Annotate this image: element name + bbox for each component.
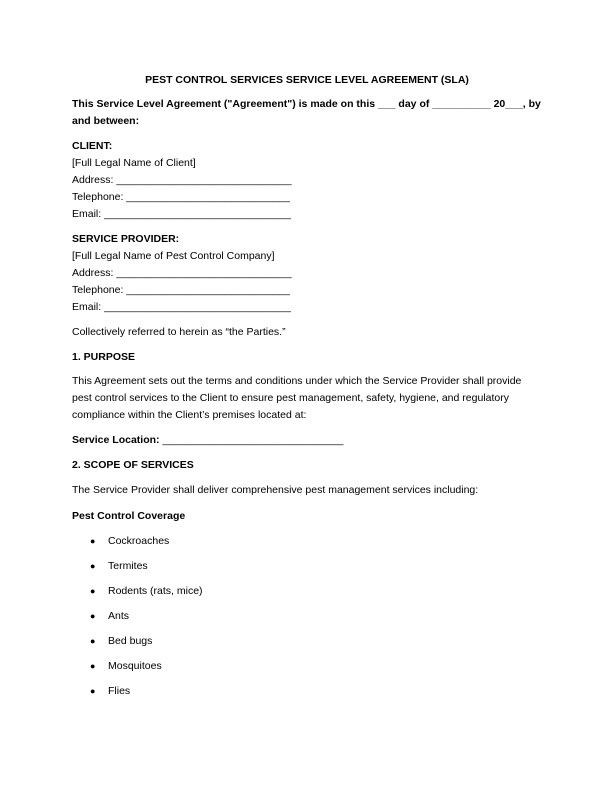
client-email: Email: ________________________________ xyxy=(72,208,291,220)
client-name: [Full Legal Name of Client] xyxy=(72,157,196,169)
bullet-icon: ● xyxy=(90,661,96,671)
parties-note: Collectively referred to herein as “the Parties.” xyxy=(72,326,286,338)
bullet-icon: ● xyxy=(90,536,96,546)
provider-name: [Full Legal Name of Pest Control Company] xyxy=(72,250,275,262)
service-location-blank: _______________________________ xyxy=(159,434,344,446)
bullet-icon: ● xyxy=(90,636,96,646)
provider-heading: SERVICE PROVIDER: xyxy=(72,233,180,245)
list-item: ● Bed bugs xyxy=(90,633,152,650)
list-item: ● Ants xyxy=(90,608,129,625)
list-item: ● Cockroaches xyxy=(90,533,169,550)
client-heading: CLIENT: xyxy=(72,140,113,152)
list-item: ● Rodents (rats, mice) xyxy=(90,583,203,600)
scope-heading: 2. SCOPE OF SERVICES xyxy=(72,459,194,471)
agreement-intro: This Service Level Agreement ("Agreement") is made on this ___ day of __________ 20___, by and between: xyxy=(72,98,541,127)
list-item: ● Mosquitoes xyxy=(90,658,162,675)
purpose-body: This Agreement sets out the terms and conditions under which the Service Provider shall provide pest control services to the Client to ensure pest management, safety, hygiene, and regulatory compliance within the Client’s premises located at: xyxy=(72,375,522,421)
bullet-icon: ● xyxy=(90,611,96,621)
scope-body: The Service Provider shall deliver comprehensive pest management services including: xyxy=(72,484,479,496)
provider-section xyxy=(72,231,542,316)
provider-telephone: Telephone: ____________________________ xyxy=(72,284,290,296)
bullet-icon: ● xyxy=(90,561,96,571)
document-title: PEST CONTROL SERVICES SERVICE LEVEL AGREEMENT (SLA) xyxy=(145,74,469,86)
list-item: ● Termites xyxy=(90,558,148,575)
coverage-subheading: Pest Control Coverage xyxy=(72,510,186,522)
bullet-icon: ● xyxy=(90,686,96,696)
client-address: Address: ______________________________ xyxy=(72,174,292,186)
bullet-icon: ● xyxy=(90,586,96,596)
provider-address: Address: ______________________________ xyxy=(72,267,292,279)
list-item: ● Flies xyxy=(90,683,130,700)
purpose-heading: 1. PURPOSE xyxy=(72,351,136,363)
service-location-label: Service Location: xyxy=(72,434,160,446)
client-telephone: Telephone: ____________________________ xyxy=(72,191,290,203)
provider-email: Email: ________________________________ xyxy=(72,301,291,313)
service-location xyxy=(72,432,542,449)
client-section xyxy=(72,138,542,223)
